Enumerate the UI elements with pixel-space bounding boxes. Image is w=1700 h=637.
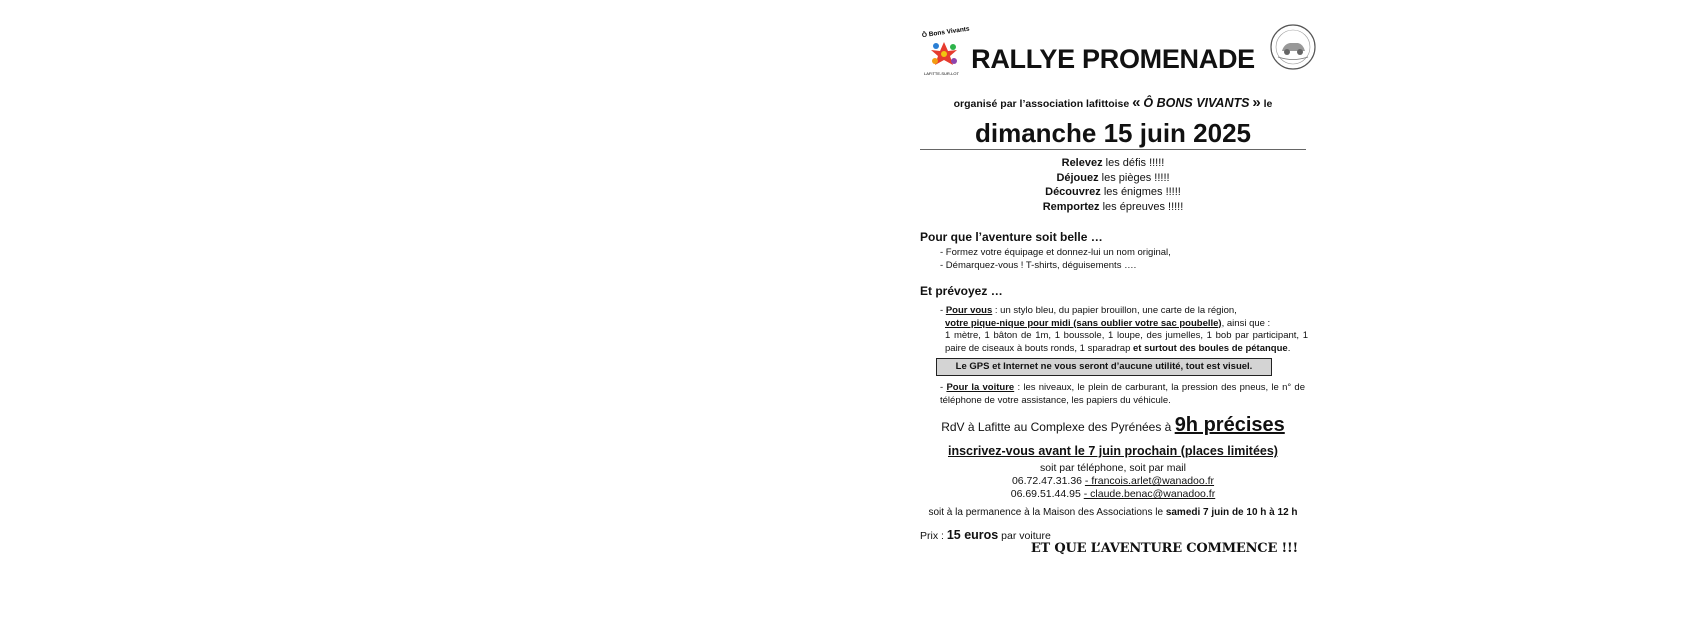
permanence-line bbox=[918, 507, 1308, 518]
registration-deadline: inscrivez-vous avant le 7 juin prochain (places limitées) bbox=[948, 444, 1278, 458]
gps-notice-box: Le GPS et Internet ne vous seront d’aucune utilité, tout est visuel. bbox=[936, 358, 1272, 376]
flyer-page bbox=[918, 22, 1308, 592]
price-line bbox=[920, 528, 1051, 542]
contact-block bbox=[918, 462, 1308, 501]
phone-number: 06.69.51.44.95 bbox=[1010, 488, 1084, 500]
voiture-text: : les niveaux, le plein de carburant, la pression des pneus, le n° de téléphone de votre assistance, les papiers du véhicule. bbox=[940, 382, 1305, 406]
challenges-list bbox=[918, 156, 1308, 214]
svg-text:Ô Bons Vivants: Ô Bons Vivants bbox=[921, 26, 971, 40]
organiser-suffix: le bbox=[1263, 98, 1273, 110]
event-date: dimanche 15 juin 2025 bbox=[974, 118, 1251, 148]
email-link[interactable]: - claude.benac@wanadoo.fr bbox=[1083, 488, 1216, 500]
prevoyez-heading: Et prévoyez … bbox=[920, 284, 1003, 298]
materiel-text: 1 mètre, 1 bâton de 1m, 1 boussole, 1 loupe, des jumelles, 1 bob par participant, 1 paire de ciseaux à bouts ronds, 1 sparadrap bbox=[945, 330, 1308, 354]
organiser-line bbox=[918, 94, 1308, 111]
contact-intro: soit par téléphone, soit par mail bbox=[1040, 462, 1186, 474]
materiel-line bbox=[940, 330, 1308, 355]
closing-slogan: ET QUE L’AVENTURE COMMENCE !!! bbox=[1030, 541, 1298, 556]
contact-line bbox=[918, 488, 1308, 501]
rendezvous-line bbox=[918, 414, 1308, 437]
rendezvous-text: RdV à Lafitte au Complexe des Pyrénées à bbox=[941, 420, 1175, 434]
page-title: RALLYE PROMENADE bbox=[971, 44, 1255, 74]
challenge-line bbox=[918, 200, 1308, 215]
svg-text:LAFITTE-SUR-LOT: LAFITTE-SUR-LOT bbox=[924, 71, 959, 76]
challenge-verb: Relevez bbox=[1061, 157, 1103, 169]
materiel-end: . bbox=[1287, 342, 1291, 354]
price-suffix: par voiture bbox=[998, 530, 1051, 542]
permanence-date: samedi 7 juin de 10 h à 12 h bbox=[1165, 507, 1298, 518]
price-value: 15 euros bbox=[946, 528, 999, 542]
price-label: Prix : bbox=[920, 530, 947, 542]
prevoyez-pour-vous bbox=[940, 305, 1308, 355]
challenge-text: les défis !!!!! bbox=[1102, 157, 1165, 169]
divider bbox=[920, 149, 1306, 150]
list-item: - Démarquez-vous ! T-shirts, déguisements …. bbox=[940, 259, 1137, 271]
rendezvous-time: 9h précises bbox=[1174, 414, 1285, 436]
association-name: Ô BONS VIVANTS bbox=[1143, 96, 1250, 110]
challenge-verb: Remportez bbox=[1042, 200, 1100, 213]
open-quote: « bbox=[1132, 94, 1141, 111]
voiture-label: Pour la voiture bbox=[946, 382, 1015, 393]
pique-nique: votre pique-nique pour midi (sans oublier votre sac poubelle) bbox=[945, 317, 1222, 329]
pour-vous-line: - Pour vous : un stylo bleu, du papier brouillon, une carte de la région, bbox=[940, 305, 1237, 316]
email-link[interactable]: - francois.arlet@wanadoo.fr bbox=[1084, 475, 1215, 487]
challenge-line bbox=[918, 171, 1308, 186]
pour-vous-text: : un stylo bleu, du papier brouillon, une carte de la région, bbox=[992, 305, 1237, 316]
challenge-verb: Déjouez bbox=[1056, 171, 1099, 184]
voiture-line: - Pour la voiture : les niveaux, le plein de carburant, la pression des pneus, le n° de téléphone de votre assistance, les papiers du véhicule. bbox=[940, 382, 1305, 406]
phone-number: 06.72.47.31.36 bbox=[1011, 475, 1085, 487]
close-quote: » bbox=[1252, 94, 1261, 111]
challenge-text: les énigmes !!!!! bbox=[1100, 186, 1181, 198]
challenge-text: les épreuves !!!!! bbox=[1099, 200, 1184, 213]
permanence-text: soit à la permanence à la Maison des Associations le bbox=[928, 507, 1166, 518]
aventure-list bbox=[940, 247, 1308, 272]
challenge-text: les pièges !!!!! bbox=[1098, 171, 1170, 184]
list-item: - Formez votre équipage et donnez-lui un nom original, bbox=[940, 247, 1171, 258]
aventure-heading: Pour que l’aventure soit belle … bbox=[920, 230, 1103, 244]
organiser-prefix: organisé par l’association lafittoise bbox=[953, 98, 1130, 110]
petanque-text: et surtout des boules de pétanque bbox=[1130, 342, 1288, 354]
ainsi-que: , ainsi que : bbox=[1221, 317, 1271, 329]
challenge-line bbox=[918, 156, 1308, 171]
challenge-line bbox=[918, 185, 1308, 200]
pique-nique-line bbox=[940, 318, 1308, 331]
challenge-verb: Découvrez bbox=[1045, 186, 1101, 198]
pour-vous-label: Pour vous bbox=[945, 305, 993, 316]
contact-line bbox=[918, 475, 1308, 488]
